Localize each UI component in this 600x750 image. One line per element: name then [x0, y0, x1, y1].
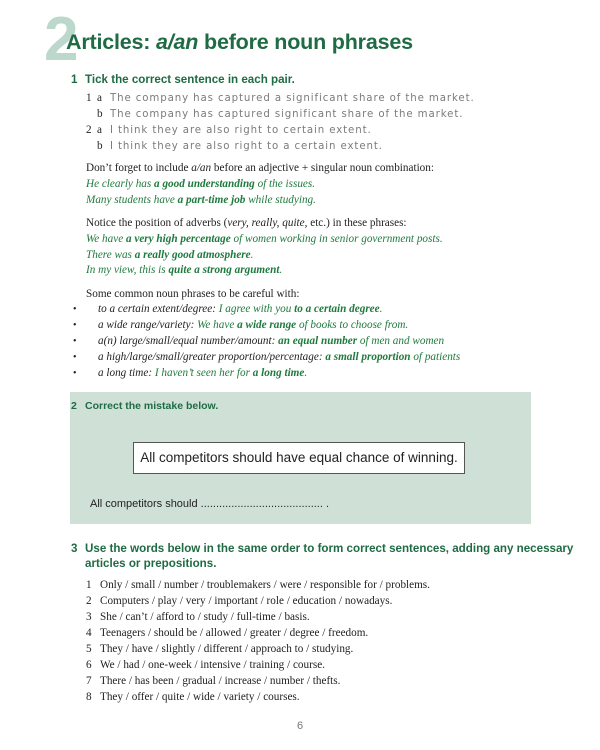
answer-end: . — [322, 498, 330, 510]
exercise-item-7: 7 There / has been / gradual / increase / number / thefts. — [86, 675, 341, 687]
pair2-b[interactable] — [86, 140, 383, 153]
section3-heading — [71, 542, 573, 555]
exercise-item-2: 2 Computers / play / very / important / role / education / nowadays. — [86, 595, 393, 607]
bullet-dot: • — [73, 368, 77, 379]
pair2-a-sentence: I think they are also right to certain extent. — [110, 125, 372, 136]
incorrect-sentence-box: All competitors should have equal chance of winning. — [133, 442, 465, 474]
answer-dots[interactable]: ........................................ — [200, 498, 323, 510]
section3-heading-line1: Use the words below in the same order to form correct sentences, adding any necessary — [85, 542, 574, 555]
section2-heading — [71, 400, 218, 412]
bullet-item-2: a wide range/variety: We have a wide range of books to choose from. — [98, 319, 409, 331]
exercise-item-5: 5 They / have / slightly / different / approach to / studying. — [86, 643, 354, 655]
bullet-dot: • — [73, 304, 77, 315]
unit-number: 2 — [44, 5, 79, 74]
pair1-b-sentence: The company has captured significant share of the market. — [110, 109, 464, 120]
section2-heading-text: Correct the mistake below. — [85, 400, 219, 412]
note1-example2: Many students have a part-time job while studying. — [86, 194, 316, 206]
pair1-a[interactable] — [86, 92, 475, 105]
exercise-item-3: 3 She / can’t / afford to / study / full-time / basis. — [86, 611, 310, 623]
note3-intro: Some common noun phrases to be careful with: — [86, 288, 300, 300]
pair1-a-label: a — [97, 92, 102, 104]
exercise-item-8: 8 They / offer / quite / wide / variety / courses. — [86, 691, 300, 703]
title-suffix: before noun phrases — [198, 30, 413, 54]
pair1-a-sentence: The company has captured a significant share of the market. — [110, 93, 475, 104]
pair1-b[interactable] — [86, 108, 463, 121]
exercise-item-4: 4 Teenagers / should be / allowed / greater / degree / freedom. — [86, 627, 369, 639]
note2-example3: In my view, this is quite a strong argument. — [86, 264, 283, 276]
section3-heading-line2: articles or prepositions. — [85, 557, 217, 570]
pair2-number: 2 — [86, 124, 92, 136]
pair1-b-label: b — [97, 108, 103, 120]
pair1-number: 1 — [86, 92, 92, 104]
section2-number: 2 — [71, 400, 77, 412]
bullet-item-5: a long time: I haven’t seen her for a long time. — [98, 367, 308, 379]
note1-example1: He clearly has a good understanding of the issues. — [86, 178, 316, 190]
pair2-a[interactable] — [86, 124, 372, 137]
pair2-b-label: b — [97, 140, 103, 152]
bullet-item-3: a(n) large/small/equal number/amount: an equal number of men and women — [98, 335, 445, 347]
bullet-dot: • — [73, 352, 77, 363]
bullet-dot: • — [73, 336, 77, 347]
pair2-a-label: a — [97, 124, 102, 136]
answer-prompt: All competitors should — [90, 498, 201, 510]
note2-example1: We have a very high percentage of women working in senior government posts. — [86, 233, 443, 245]
bullet-dot: • — [73, 320, 77, 331]
pair2-b-sentence: I think they are also right to a certain extent. — [110, 141, 383, 152]
section1-heading-text: Tick the correct sentence in each pair. — [85, 73, 295, 86]
bullet-item-1: to a certain extent/degree: I agree with you to a certain degree. — [98, 303, 383, 315]
exercise-item-1: 1 Only / small / number / troublemakers / were / responsible for / problems. — [86, 579, 430, 591]
answer-line[interactable] — [90, 498, 329, 511]
note1-text: Don’t forget to include a/an before an adjective + singular noun combination: — [86, 162, 434, 174]
title-italic: a/an — [156, 30, 199, 54]
page-title — [66, 30, 413, 55]
exercise-item-6: 6 We / had / one-week / intensive / training / course. — [86, 659, 325, 671]
note2-example2: There was a really good atmosphere. — [86, 249, 254, 261]
section3-number: 3 — [71, 542, 78, 555]
title-prefix: Articles: — [66, 30, 157, 54]
section1-heading — [71, 73, 295, 86]
note2-text: Notice the position of adverbs (very, really, quite, etc.) in these phrases: — [86, 217, 407, 229]
page-number: 6 — [296, 720, 304, 732]
section1-number: 1 — [71, 73, 78, 86]
bullet-item-4: a high/large/small/greater proportion/percentage: a small proportion of patients — [98, 351, 461, 363]
